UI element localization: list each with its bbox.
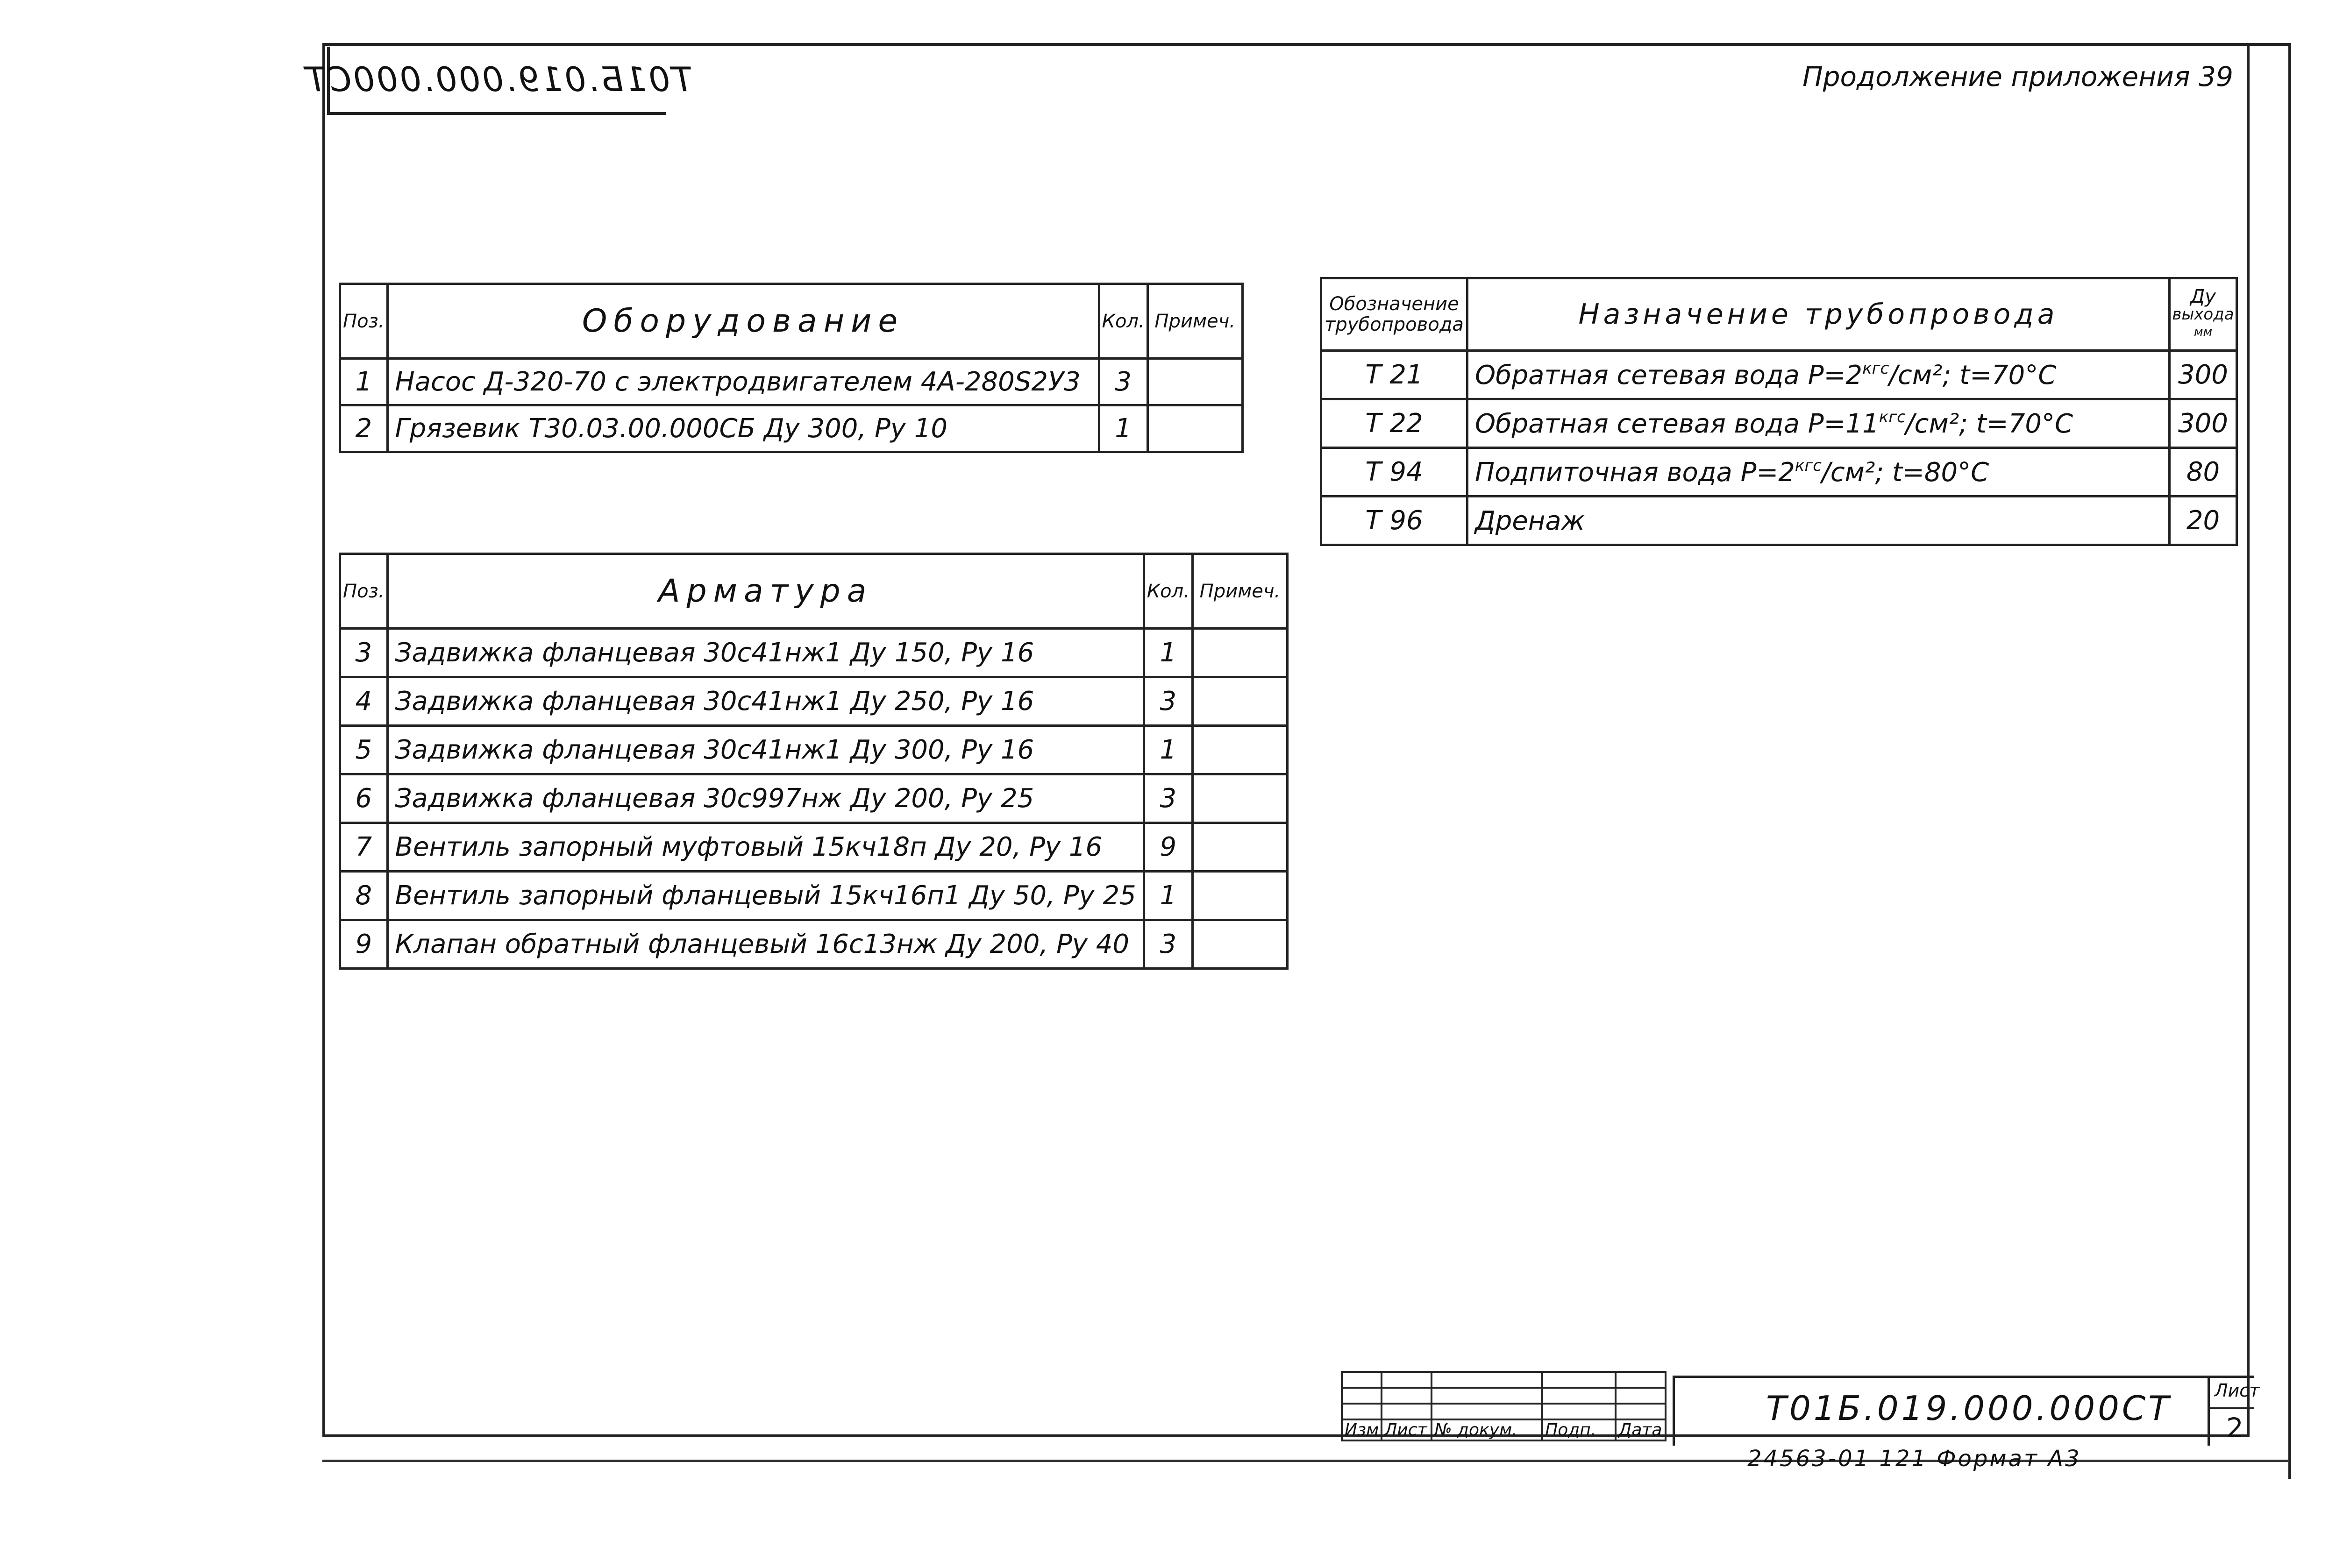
cell-note <box>1192 629 1287 677</box>
header-dn-line1: Ду <box>2190 286 2216 307</box>
desc-main: Обратная сетевая вода P=2 <box>1475 360 1863 390</box>
desc-sup: кгс <box>1795 456 1822 475</box>
cell-name: Клапан обратный фланцевый 16с13нж Ду 200, Ру 40 <box>387 920 1144 969</box>
cell-qty: 3 <box>1099 359 1147 405</box>
header-qty: Кол. <box>1099 284 1147 359</box>
cell-qty: 1 <box>1099 405 1147 452</box>
table-row <box>340 726 1288 774</box>
pipeline-table <box>1320 277 2238 546</box>
cell-note <box>1147 405 1242 452</box>
cell-qty: 1 <box>1144 629 1192 677</box>
table-row <box>1321 448 2237 497</box>
col-label-sign: Подп. <box>1542 1419 1616 1440</box>
desc-main: Подпиточная вода P=2 <box>1475 457 1795 488</box>
header-note: Примеч. <box>1147 284 1242 359</box>
cell-name: Задвижка фланцевая 30с41нж1 Ду 250, Ру 16 <box>387 677 1144 726</box>
table-row <box>340 774 1288 823</box>
cell-qty: 1 <box>1144 872 1192 920</box>
cell-dn: 80 <box>2170 448 2237 497</box>
equipment-table <box>339 283 1244 453</box>
cell-pos: 5 <box>340 726 388 774</box>
table-row <box>1321 497 2237 545</box>
cell-qty: 1 <box>1144 726 1192 774</box>
cell-note <box>1192 677 1287 726</box>
cell-pos: 3 <box>340 629 388 677</box>
cell-note <box>1192 774 1287 823</box>
revision-row <box>1342 1404 1666 1419</box>
table-row <box>340 823 1288 872</box>
cell-name: Насос Д-320-70 с электродвигателем 4А-280S2У3 <box>387 359 1099 405</box>
cell-code: Т 21 <box>1321 351 1467 399</box>
header-purpose: Назначение трубопровода <box>1467 278 2170 351</box>
header-dn-line2: выхода <box>2172 305 2234 324</box>
cell-pos: 9 <box>340 920 388 969</box>
cell-desc <box>1467 497 2170 545</box>
desc-main: Дренаж <box>1475 506 1585 536</box>
col-label-date: Дата <box>1616 1419 1666 1440</box>
table-row <box>340 359 1243 405</box>
cell-name: Задвижка фланцевая 30с41нж1 Ду 150, Ру 16 <box>387 629 1144 677</box>
cell-note <box>1192 726 1287 774</box>
header-qty: Кол. <box>1144 554 1192 629</box>
cell-desc <box>1467 399 2170 448</box>
format-line: 24563-01 121 Формат А3 <box>1747 1446 2081 1472</box>
header-equipment: Оборудование <box>387 284 1099 359</box>
cell-code: Т 96 <box>1321 497 1467 545</box>
continuation-title: Продолжение приложения 39 <box>1802 61 2233 92</box>
table-header-row <box>340 284 1243 359</box>
cell-desc <box>1467 448 2170 497</box>
cell-dn: 300 <box>2170 351 2237 399</box>
header-dn <box>2170 278 2237 351</box>
desc-tail: /см²; t=80°С <box>1822 457 1989 488</box>
header-pos: Поз. <box>340 554 388 629</box>
revision-grid <box>1341 1371 1667 1441</box>
cell-name: Вентиль запорный муфтовый 15кч18п Ду 20, Ру 16 <box>387 823 1144 872</box>
cell-name: Задвижка фланцевая 30с41нж1 Ду 300, Ру 16 <box>387 726 1144 774</box>
desc-tail: /см²; t=70°С <box>1905 409 2073 439</box>
cell-dn: 300 <box>2170 399 2237 448</box>
cell-dn: 20 <box>2170 497 2237 545</box>
cell-qty: 9 <box>1144 823 1192 872</box>
cell-name: Грязевик Т30.03.00.000СБ Ду 300, Ру 10 <box>387 405 1099 452</box>
col-label-list: Лист <box>1382 1419 1432 1440</box>
table-row <box>340 872 1288 920</box>
revision-labels-row <box>1342 1419 1666 1440</box>
cell-pos: 2 <box>340 405 388 452</box>
cell-pos: 1 <box>340 359 388 405</box>
cell-note <box>1192 920 1287 969</box>
sheet-label: Лист <box>2215 1380 2260 1401</box>
table-row <box>1321 399 2237 448</box>
header-designation: Обозначение трубопровода <box>1321 278 1467 351</box>
cell-name: Задвижка фланцевая 30с997нж Ду 200, Ру 25 <box>387 774 1144 823</box>
desc-sup: кгс <box>1879 408 1906 426</box>
table-header-row <box>1321 278 2237 351</box>
col-label-izm: Изм <box>1342 1419 1382 1440</box>
col-label-doc: № докум. <box>1432 1419 1542 1440</box>
table-header-row <box>340 554 1288 629</box>
header-armature: Арматура <box>387 554 1144 629</box>
revision-row <box>1342 1372 1666 1388</box>
armature-table <box>339 553 1289 970</box>
header-pos: Поз. <box>340 284 388 359</box>
table-row <box>340 920 1288 969</box>
cell-pos: 4 <box>340 677 388 726</box>
mirrored-code-stamp: Т01Б.019.000.000СТ <box>327 47 666 115</box>
sheet-box-divider <box>2208 1407 2254 1409</box>
header-note: Примеч. <box>1192 554 1287 629</box>
cell-qty: 3 <box>1144 920 1192 969</box>
cell-code: Т 22 <box>1321 399 1467 448</box>
desc-main: Обратная сетевая вода P=11 <box>1475 409 1879 439</box>
cell-note <box>1192 872 1287 920</box>
cell-note <box>1192 823 1287 872</box>
table-row <box>340 405 1243 452</box>
cell-pos: 6 <box>340 774 388 823</box>
desc-tail: /см²; t=70°С <box>1889 360 2057 390</box>
sheet-number: 2 <box>2226 1412 2243 1444</box>
table-row <box>340 629 1288 677</box>
table-row <box>340 677 1288 726</box>
cell-qty: 3 <box>1144 774 1192 823</box>
cell-qty: 3 <box>1144 677 1192 726</box>
cell-code: Т 94 <box>1321 448 1467 497</box>
cell-pos: 8 <box>340 872 388 920</box>
cell-desc <box>1467 351 2170 399</box>
desc-sup: кгс <box>1862 359 1889 378</box>
table-row <box>1321 351 2237 399</box>
header-dn-unit: мм <box>2194 325 2213 339</box>
cell-pos: 7 <box>340 823 388 872</box>
document-code: Т01Б.019.000.000СТ <box>1766 1389 2172 1428</box>
revision-row <box>1342 1388 1666 1404</box>
cell-name: Вентиль запорный фланцевый 15кч16п1 Ду 50, Ру 25 <box>387 872 1144 920</box>
cell-note <box>1147 359 1242 405</box>
